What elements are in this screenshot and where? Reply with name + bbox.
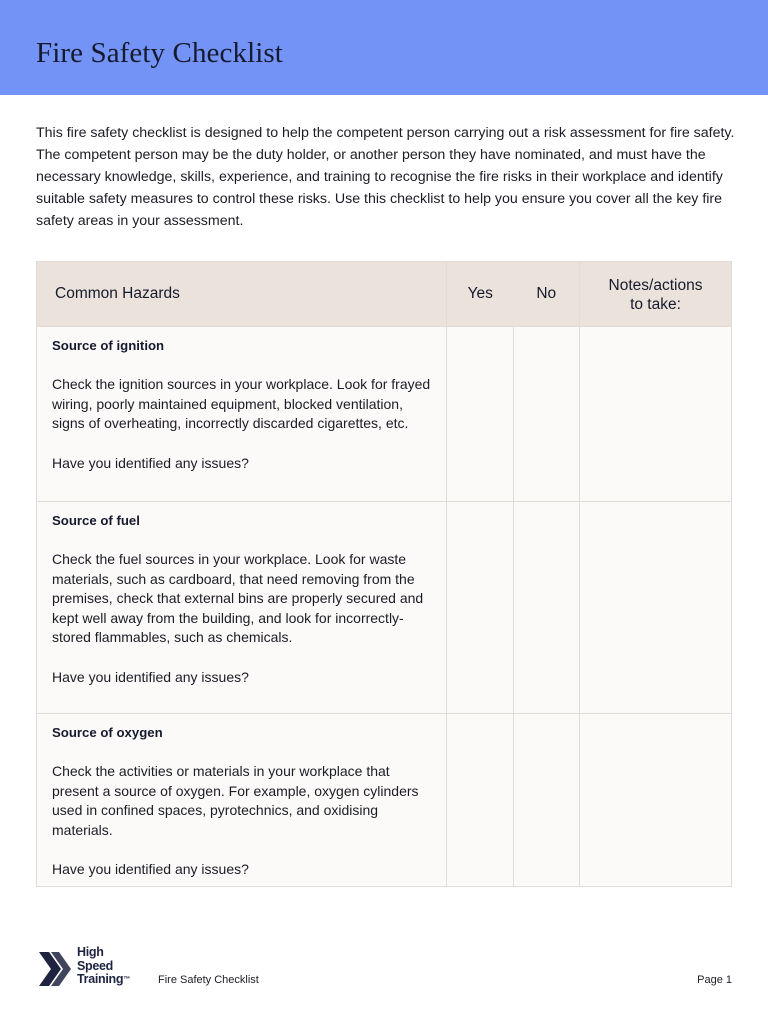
no-cell[interactable] <box>514 327 580 502</box>
logo-trademark: ™ <box>123 976 130 983</box>
table-header-row <box>37 262 732 327</box>
column-header-yes: Yes <box>447 262 514 327</box>
hazard-title: Source of fuel <box>52 513 140 528</box>
notes-cell[interactable] <box>580 327 732 502</box>
table-row <box>37 714 732 887</box>
hazard-question: Have you identified any issues? <box>52 861 249 877</box>
hazard-title: Source of ignition <box>52 338 165 353</box>
page-title: Fire Safety Checklist <box>36 37 283 69</box>
column-header-common-hazards: Common Hazards <box>37 262 447 327</box>
notes-cell[interactable] <box>580 714 732 887</box>
footer-page-number: Page 1 <box>697 974 732 986</box>
logo-wordmark <box>77 946 130 987</box>
hazard-description: Check the activities or materials in your workplace that present a source of oxygen. For example, oxygen cylinders used in confined spaces, pyrotechnics, and oxidising materials. <box>52 763 419 838</box>
hazard-question: Have you identified any issues? <box>52 454 249 471</box>
logo-line-high: High <box>77 945 104 959</box>
column-header-notes <box>580 262 732 327</box>
intro-paragraph: This fire safety checklist is designed to help the competent person carrying out a risk assessment for fire safety. The competent person may be the duty holder, or another person they have nominated, and must have the necessary knowledge, skills, experience, and training to recognise the fire risks in their workplace and identify suitable safety measures to control these risks. Use this checklist to help you ensure you cover all the key fire safety areas in your assessment. <box>36 125 735 229</box>
double-chevron-logo-icon <box>37 948 73 990</box>
no-cell[interactable] <box>514 502 580 714</box>
company-logo <box>37 946 137 990</box>
notes-header-line2: to take: <box>630 296 681 313</box>
yes-cell[interactable] <box>447 327 514 502</box>
no-cell[interactable] <box>514 714 580 887</box>
footer-document-title: Fire Safety Checklist <box>158 974 259 986</box>
hazard-description: Check the ignition sources in your workplace. Look for frayed wiring, poorly maintained equipment, blocked ventilation, signs of overheating, incorrectly discarded cigarettes, etc. <box>52 376 431 431</box>
notes-header-line1: Notes/actions <box>608 277 703 294</box>
hazard-checklist-table <box>36 261 732 887</box>
hazard-cell-fuel <box>37 502 447 714</box>
yes-cell[interactable] <box>447 714 514 887</box>
logo-line-speed: Speed <box>77 958 114 973</box>
hazard-cell-ignition <box>37 327 447 502</box>
yes-cell[interactable] <box>447 502 514 714</box>
column-header-no: No <box>514 262 580 327</box>
notes-cell[interactable] <box>580 502 732 714</box>
table-row <box>37 327 732 502</box>
hazard-question: Have you identified any issues? <box>52 668 249 685</box>
hazard-title: Source of oxygen <box>52 725 163 740</box>
hazard-cell-oxygen <box>37 714 447 887</box>
logo-line-training: Training <box>77 972 124 986</box>
hazard-description: Check the fuel sources in your workplace. Look for waste materials, such as cardboard, that need removing from the premises, check that external bins are properly secured and kept well away from the building, and look for incorrectly-stored flammables, such as chemicals. <box>52 551 424 645</box>
table-row <box>37 502 732 714</box>
